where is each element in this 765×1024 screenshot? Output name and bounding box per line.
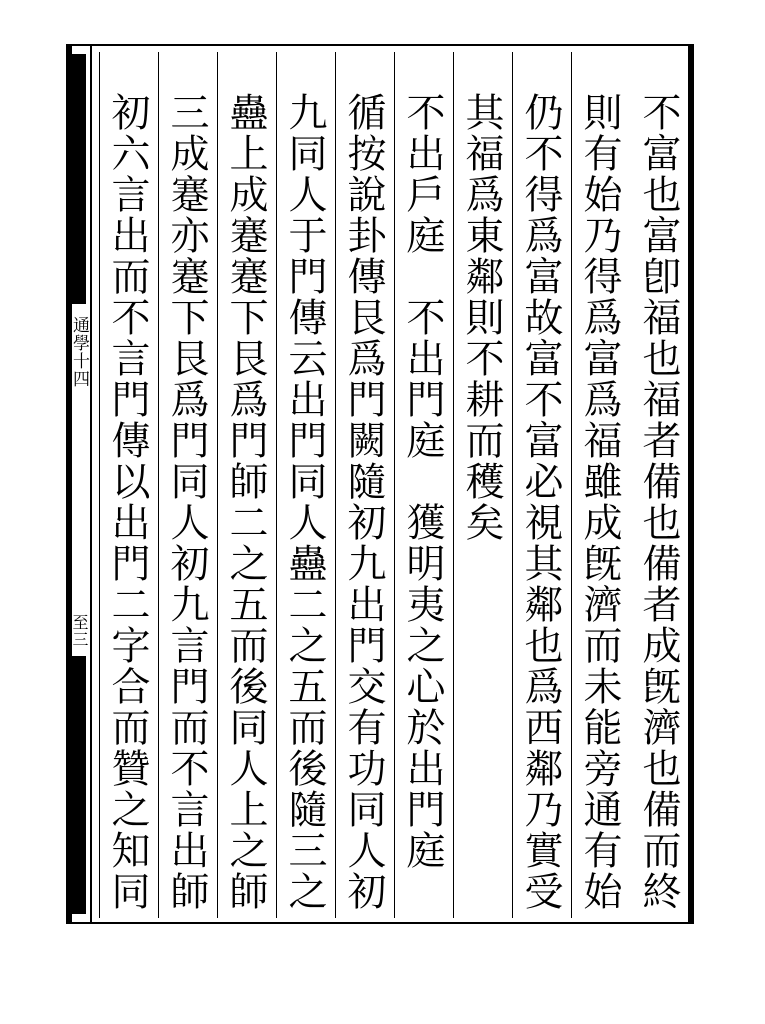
margin-page-number: 至三 xyxy=(70,614,89,648)
text-column-10: 初六言出而不言門傳以出門二字合而贊之知同 xyxy=(99,52,155,918)
text-column-3: 仍不得爲富故富不富必視其鄰也爲西鄰乃實受 xyxy=(512,52,568,918)
text-column-4: 其福爲東鄰則不耕而穫矣 xyxy=(453,52,509,918)
text-column-5: 不出戶庭 不出門庭 獲明夷之心於出門庭 xyxy=(394,52,450,918)
margin-bar-bottom xyxy=(72,656,86,914)
text-column-6: 循按說卦傳艮爲門闕隨初九出門交有功同人初 xyxy=(335,52,391,918)
text-column-1: 不富也富卽福也福者備也備者成旣濟也備而終 xyxy=(636,92,681,912)
text-column-8: 蠱上成蹇蹇下艮爲門師二之五而後同人上之師 xyxy=(217,52,273,918)
margin-title: 通學十四 xyxy=(69,316,89,388)
text-columns xyxy=(92,52,686,918)
margin-bar-top xyxy=(72,54,86,304)
text-column-7: 九同人于門傳云出門同人蠱二之五而後隨三之 xyxy=(276,52,332,918)
text-column-2: 則有始乃得爲富爲福雖成旣濟而未能旁通有始 xyxy=(571,52,627,918)
margin-strip xyxy=(66,44,92,924)
text-column-9: 三成蹇亦蹇下艮爲門同人初九言門而不言出師 xyxy=(158,52,214,918)
